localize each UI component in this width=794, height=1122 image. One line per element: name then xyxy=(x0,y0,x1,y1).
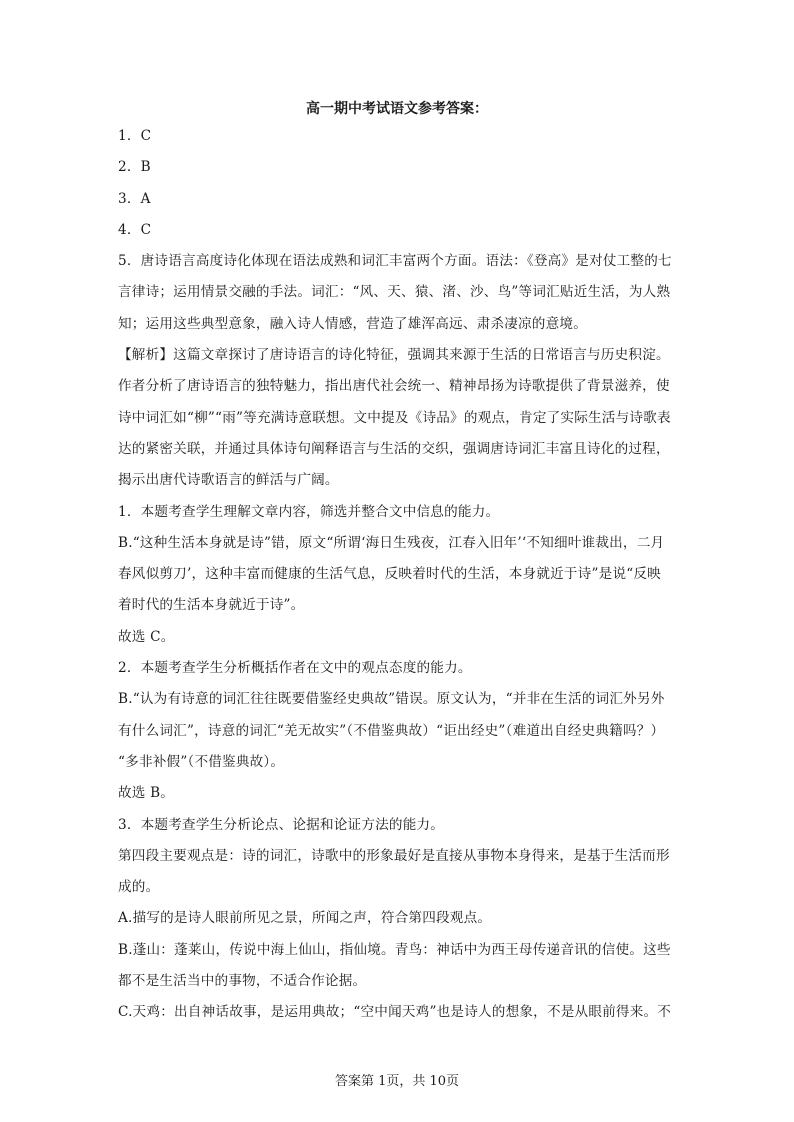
answer-line: 1．C xyxy=(118,128,152,144)
explanation-line: “多非补假”（不借鉴典故）。 xyxy=(118,753,285,770)
explanation-line: A.描写的是诗人眼前所见之景，所闻之声，符合第四段观点。 xyxy=(118,910,492,927)
explanation-line: B.蓬山：蓬莱山，传说中海上仙山，指仙境。青鸟：神话中为西王母传递音讯的信使。这些 xyxy=(118,941,671,958)
analysis-line: 达的紧密关联，并通过具体诗句阐释语言与生活的交织，强调唐诗词汇丰富且诗化的过程， xyxy=(118,440,670,457)
answer-line: 言律诗；运用情景交融的手法。词汇：“风、天、猿、渚、沙、鸟”等词汇贴近生活，为人熟 xyxy=(118,284,671,301)
page-title: 高一期中考试语文参考答案： xyxy=(306,101,488,117)
explanation-line: 成的。 xyxy=(118,879,160,896)
answer-body xyxy=(118,121,678,1029)
explanation-line: 都不是生活当中的事物，不适合作论据。 xyxy=(118,973,367,990)
page-footer: 答案第 1页，共 10页 xyxy=(334,1074,460,1089)
explanation-line: 着时代的生活本身就近于诗”。 xyxy=(118,597,305,614)
answer-line: 知；运用这些典型意象，融入诗人情感，营造了雄浑高远、肃杀凄凉的意境。 xyxy=(118,315,587,332)
explanation-line: 有什么词汇”，诗意的词汇“羌无故实”（不借鉴典故）“讵出经史”（难道出自经史典籍吗？） xyxy=(118,722,665,739)
explanation-line: 故选 C。 xyxy=(118,628,175,645)
explanation-line: B.“这种生活本身就是诗”错，原文“所谓‘海日生残夜，江春入旧年’‘不知细叶谁裁出，二月 xyxy=(118,534,665,551)
explanation-line: 故选 B。 xyxy=(118,785,175,802)
answer-line: 4．C xyxy=(118,221,152,238)
explanation-line: 第四段主要观点是：诗的词汇，诗歌中的形象最好是直接从事物本身得来，是基于生活而形 xyxy=(118,847,670,864)
analysis-line: 诗中词汇如“柳”“雨”等充满诗意联想。文中提及《诗品》的观点，肯定了实际生活与诗歌表 xyxy=(118,409,671,426)
explanation-line: 1．本题考查学生理解文章内容，筛选并整合文中信息的能力。 xyxy=(118,503,500,520)
answer-line: 3．A xyxy=(118,190,151,207)
explanation-line: B.“认为有诗意的词汇往往既要借鉴经史典故”错误。原文认为，“并非在生活的词汇外另外 xyxy=(118,691,665,708)
analysis-line: 作者分析了唐诗语言的独特魅力，指出唐代社会统一、精神昂扬为诗歌提供了背景滋养，使 xyxy=(118,378,670,395)
explanation-line: C.天鸡：出自神话故事，是运用典故；“空中闻天鸡”也是诗人的想象，不是从眼前得来。不 xyxy=(118,1004,672,1021)
analysis-line: 【解析】这篇文章探讨了唐诗语言的诗化特征，强调其来源于生活的日常语言与历史积淀。 xyxy=(118,347,670,364)
answer-line: 2．B xyxy=(118,159,151,176)
explanation-line: 2．本题考查学生分析概括作者在文中的观点态度的能力。 xyxy=(118,660,472,677)
explanation-line: 3．本题考查学生分析论点、论据和论证方法的能力。 xyxy=(118,816,445,833)
analysis-line: 揭示出唐代诗歌语言的鲜活与广阔。 xyxy=(118,472,339,489)
answer-line: 5．唐诗语言高度诗化体现在语法成熟和词汇丰富两个方面。语法：《登高》是对仗工整的七 xyxy=(118,253,672,270)
explanation-line: 春风似剪刀’，这种丰富而健康的生活气息，反映着时代的生活，本身就近于诗”是说“反映 xyxy=(118,566,661,583)
